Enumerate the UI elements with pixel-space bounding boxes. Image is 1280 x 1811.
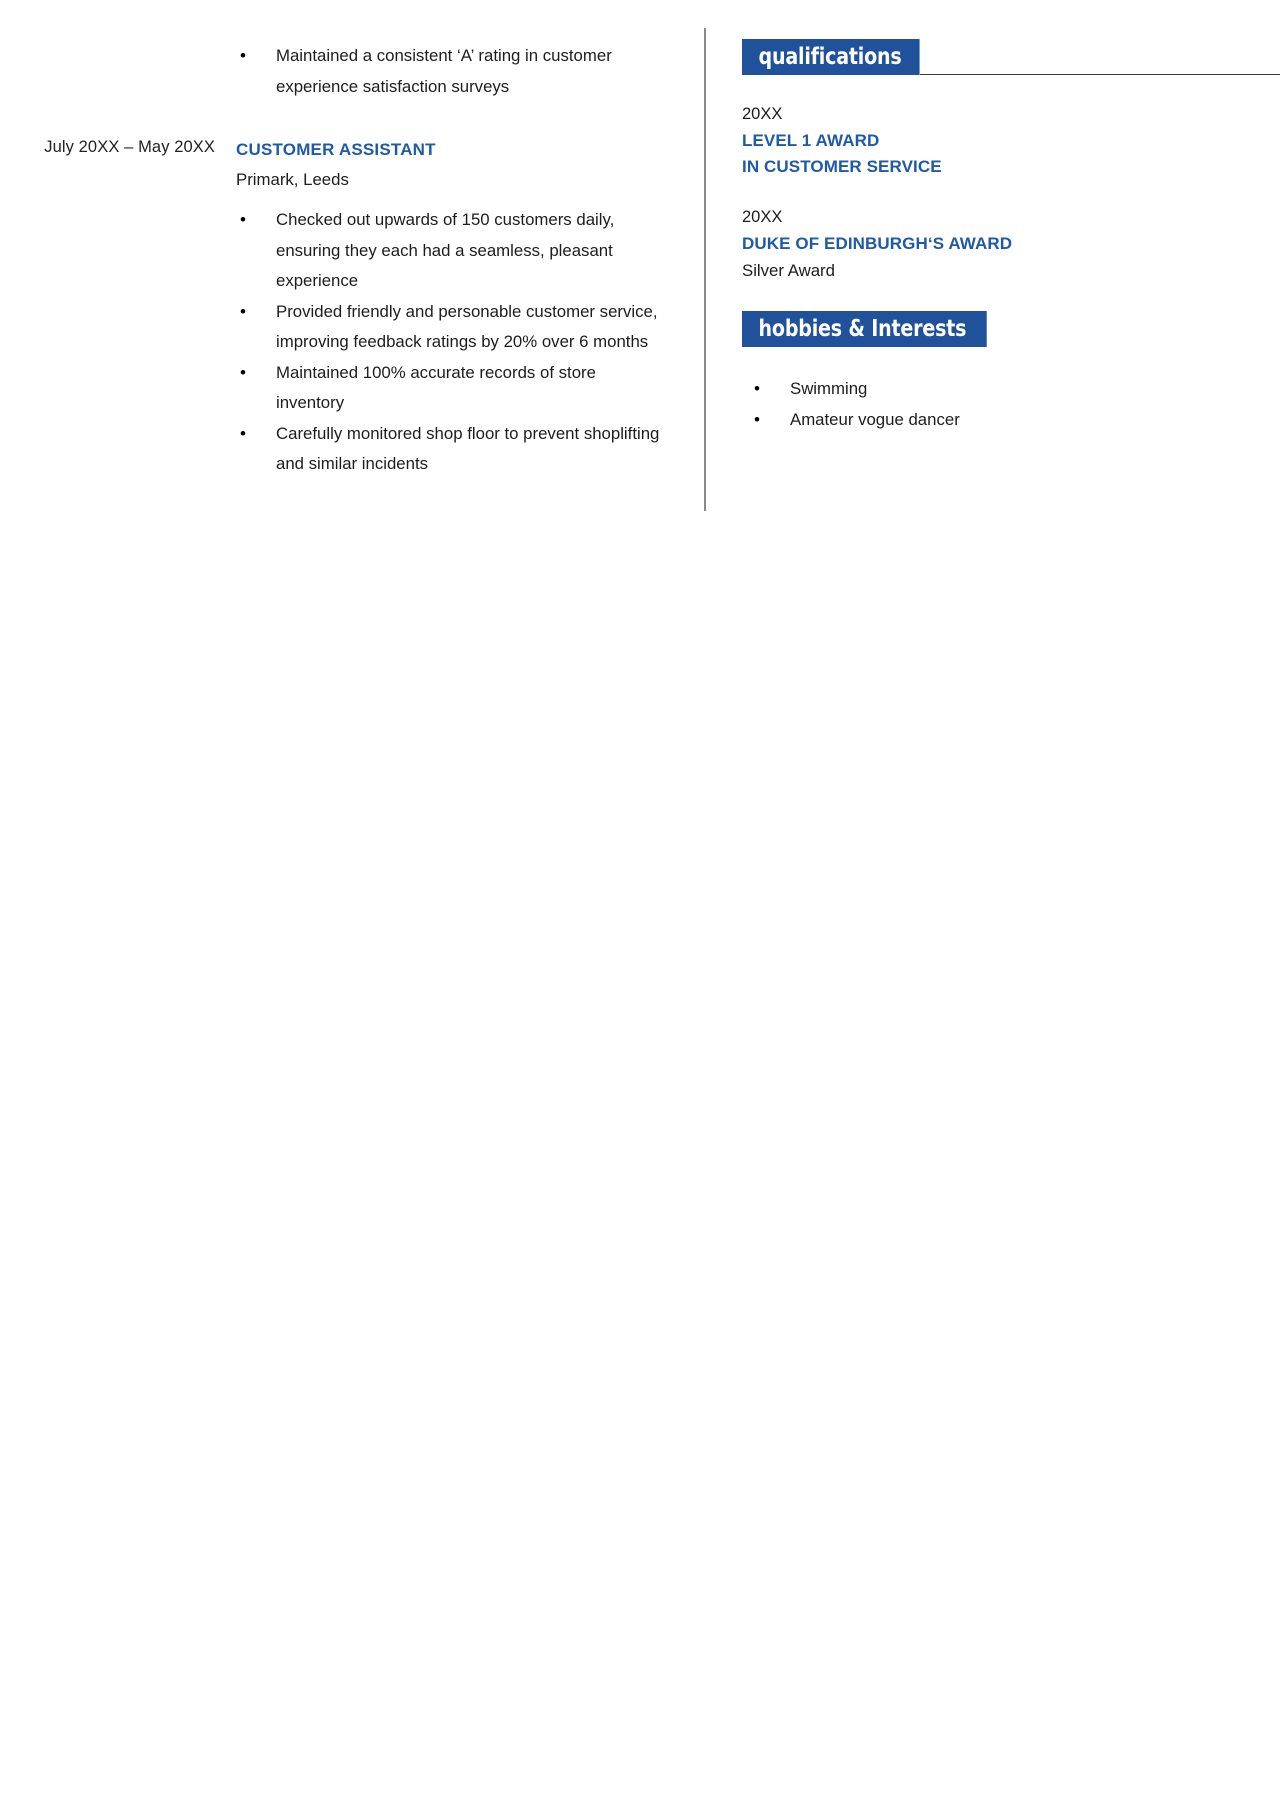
bullet-icon: •	[240, 423, 246, 443]
list-item	[236, 41, 656, 102]
qualifications-list	[742, 101, 1242, 285]
qualification-year: 20XX	[742, 208, 783, 226]
heading-rule	[920, 74, 1280, 75]
list-item-text: Carefully monitored shop floor to prevent shoplifting and similar incidents	[276, 423, 660, 473]
job-dates: July 20XX – May 20XX	[44, 138, 215, 156]
qualification-year: 20XX	[742, 105, 783, 123]
qualification-subtitle: Silver Award	[742, 261, 835, 280]
bullet-icon: •	[240, 301, 246, 321]
bullet-icon: •	[240, 46, 246, 65]
qualification-item	[742, 204, 1242, 285]
list-item	[236, 419, 666, 480]
list-item	[236, 297, 666, 358]
bullet-icon: •	[240, 210, 246, 229]
qualification-name-line2: IN CUSTOMER SERVICE	[742, 157, 942, 176]
job-company: Primark, Leeds	[236, 170, 349, 189]
qualifications-section-header	[742, 39, 1242, 75]
qualification-item	[742, 101, 1242, 180]
list-item	[236, 205, 666, 297]
sidebar-column	[742, 0, 1242, 435]
list-item	[746, 373, 1242, 404]
hobbies-section-header	[742, 311, 1242, 347]
qualifications-heading: qualifications	[742, 39, 920, 75]
job-entry	[236, 138, 666, 480]
list-item-text: Provided friendly and personable customer service, improving feedback ratings by 20% over 6 months	[276, 301, 658, 351]
qualification-name-line1: LEVEL 1 AWARD	[742, 131, 880, 150]
list-item-text: Amateur vogue dancer	[790, 410, 960, 429]
bullet-icon: •	[754, 379, 760, 398]
carryover-bullet-list	[236, 41, 656, 102]
bullet-icon: •	[754, 410, 760, 429]
hobbies-heading: hobbies & Interests	[742, 311, 987, 347]
qualification-name-line1: DUKE OF EDINBURGH‘S AWARD	[742, 234, 1013, 253]
list-item	[236, 358, 666, 419]
hobbies-list	[742, 373, 1242, 435]
list-item-text: Maintained a consistent ‘A’ rating in customer experience satisfaction surveys	[276, 46, 612, 96]
list-item-text: Swimming	[790, 379, 868, 398]
list-item-text: Maintained 100% accurate records of store inventory	[276, 362, 596, 412]
job-title: CUSTOMER ASSISTANT	[236, 140, 436, 159]
bullet-icon: •	[240, 362, 246, 382]
list-item	[746, 404, 1242, 435]
job-bullet-list	[236, 205, 666, 480]
list-item-text: Checked out upwards of 150 customers daily, ensuring they each had a seamless, pleasant experience	[276, 210, 615, 290]
column-divider	[704, 28, 706, 511]
